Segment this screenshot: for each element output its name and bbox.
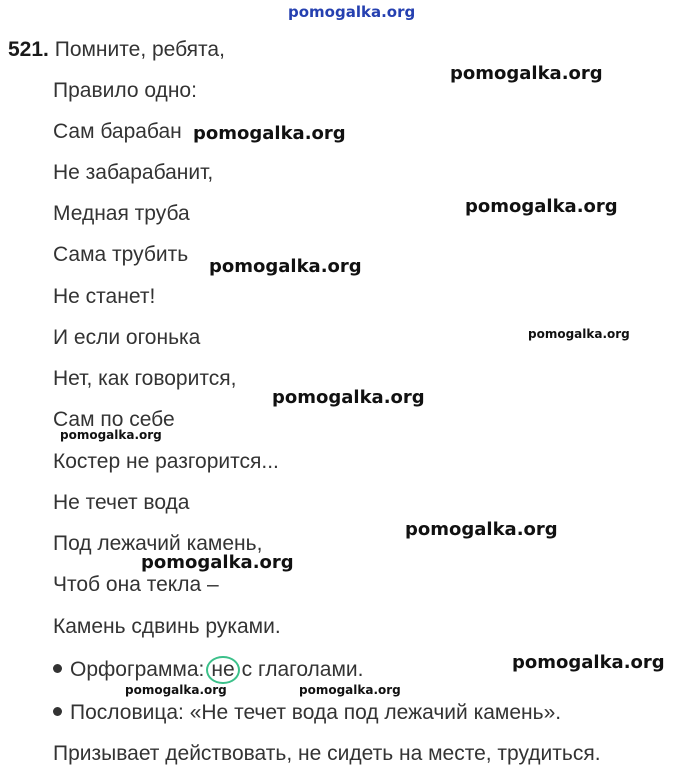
- proverb-note: [53, 700, 561, 726]
- watermark: pomogalka.org: [512, 652, 665, 673]
- circled-particle: не: [206, 656, 239, 684]
- poem-line: Сам барабан: [53, 120, 182, 143]
- watermark: pomogalka.org: [465, 196, 618, 217]
- conclusion-text: Призывает действовать, не сидеть на месте, трудиться.: [53, 742, 601, 765]
- watermark: pomogalka.org: [450, 63, 603, 84]
- bullet-icon: [53, 664, 62, 673]
- poem-line: Сам по себе: [53, 408, 175, 431]
- poem-line: Камень сдвинь руками.: [53, 615, 281, 638]
- poem-line: Не забарабанит,: [53, 161, 214, 184]
- watermark: pomogalka.org: [193, 123, 346, 144]
- bullet-icon: [53, 707, 62, 716]
- watermark: pomogalka.org: [272, 387, 425, 408]
- watermark: pomogalka.org: [141, 552, 294, 573]
- orthogram-note: [53, 656, 364, 684]
- poem-line: Медная труба: [53, 202, 190, 225]
- watermark: pomogalka.org: [60, 428, 162, 442]
- poem-line: Сама трубить: [53, 243, 189, 266]
- orthogram-rest: с глаголами.: [241, 658, 364, 681]
- watermark: pomogalka.org: [209, 256, 362, 277]
- proverb-text: Пословица: «Не течет вода под лежачий камень».: [70, 701, 562, 724]
- poem-line: Не станет!: [53, 285, 156, 308]
- orthogram-label: Орфограмма:: [70, 658, 205, 681]
- poem-line: Правило одно:: [53, 79, 197, 102]
- watermark: pomogalka.org: [299, 683, 401, 697]
- poem-line: Помните, ребята,: [54, 38, 225, 61]
- exercise-number: 521.: [8, 38, 49, 61]
- poem-line: Чтоб она текла –: [53, 573, 219, 596]
- poem-line: И если огонька: [53, 326, 201, 349]
- watermark-top: pomogalka.org: [288, 3, 416, 21]
- poem-line: Костер не разгорится...: [53, 450, 279, 473]
- poem-line: Под лежачий камень,: [53, 532, 263, 555]
- watermark: pomogalka.org: [405, 519, 558, 540]
- watermark: pomogalka.org: [125, 683, 227, 697]
- poem-line: Нет, как говорится,: [53, 367, 237, 390]
- exercise-first-line: [8, 37, 225, 63]
- poem-line: Не течет вода: [53, 491, 190, 514]
- watermark: pomogalka.org: [528, 327, 630, 341]
